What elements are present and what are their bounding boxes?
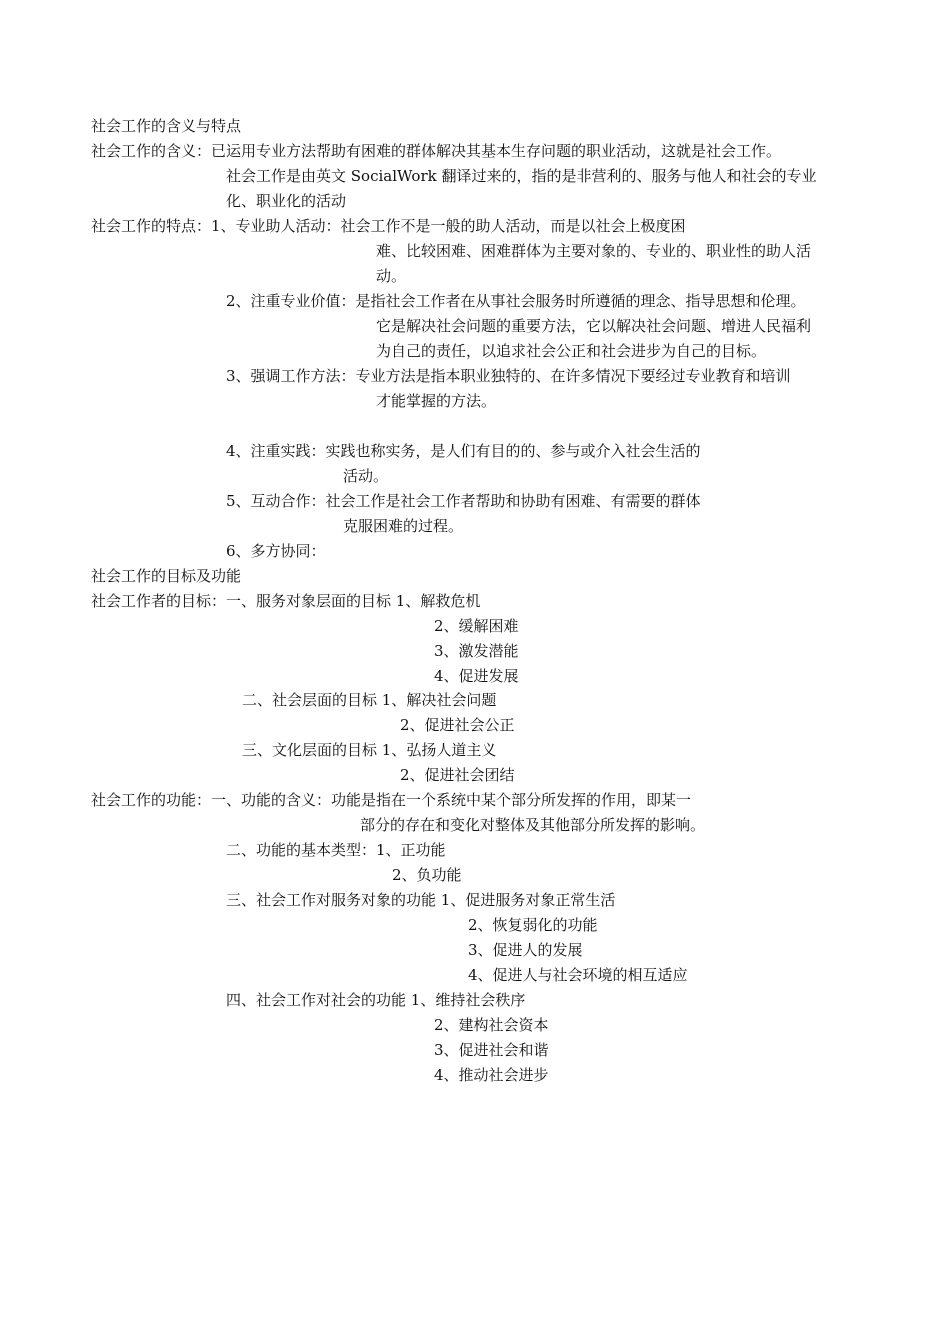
list-item: 2、建构社会资本 xyxy=(434,1016,549,1034)
text-line: 2、注重专业价值：是指社会工作者在从事社会服务时所遵循的理念、指导思想和伦理。 xyxy=(226,292,806,310)
text-line: 6、多方协同： xyxy=(226,542,326,560)
text-line: 化、职业化的活动 xyxy=(226,192,347,210)
section-title-goals: 社会工作的目标及功能 xyxy=(91,567,242,585)
text-line: 二、社会层面的目标 1、解决社会问题 xyxy=(242,691,497,709)
text-line: 部分的存在和变化对整体及其他部分所发挥的影响。 xyxy=(360,816,706,834)
text-line: 社会工作者的目标：一、服务对象层面的目标 1、解救危机 xyxy=(91,592,481,610)
text-line: 5、互动合作：社会工作是社会工作者帮助和协助有困难、有需要的群体 xyxy=(226,492,701,510)
list-item: 3、激发潜能 xyxy=(434,642,519,660)
section-title-meaning: 社会工作的含义与特点 xyxy=(91,117,242,135)
list-item: 2、促进社会团结 xyxy=(400,766,515,784)
text-line: 社会工作的功能：一、功能的含义：功能是指在一个系统中某个部分所发挥的作用，即某一 xyxy=(91,791,692,809)
text-line: 社会工作是由英文 SocialWork 翻译过来的，指的是非营利的、服务与他人和社会的专业 xyxy=(226,167,817,185)
text-line: 4、注重实践：实践也称实务，是人们有目的的、参与或介入社会生活的 xyxy=(226,442,701,460)
list-item: 2、负功能 xyxy=(392,866,462,884)
list-item: 2、促进社会公正 xyxy=(400,716,515,734)
text-line: 二、功能的基本类型：1、正功能 xyxy=(226,841,446,859)
list-item: 2、缓解困难 xyxy=(434,617,519,635)
text-line: 三、文化层面的目标 1、弘扬人道主义 xyxy=(242,741,497,759)
text-line: 才能掌握的方法。 xyxy=(376,392,497,410)
list-item: 4、推动社会进步 xyxy=(434,1066,549,1084)
list-item: 4、促进发展 xyxy=(434,667,519,685)
text-line: 动。 xyxy=(376,267,407,285)
text-line: 四、社会工作对社会的功能 1、维持社会秩序 xyxy=(226,991,526,1009)
list-item: 4、促进人与社会环境的相互适应 xyxy=(468,966,688,984)
text-line: 社会工作的特点：1、专业助人活动：社会工作不是一般的助人活动，而是以社会上极度困 xyxy=(91,217,686,235)
list-item: 2、恢复弱化的功能 xyxy=(468,916,598,934)
list-item: 3、促进人的发展 xyxy=(468,941,583,959)
text-line: 它是解决社会问题的重要方法，它以解决社会问题、增进人民福利 xyxy=(376,317,812,335)
text-line: 社会工作的含义：已运用专业方法帮助有困难的群体解决其基本生存问题的职业活动，这就是社会工作。 xyxy=(91,142,782,160)
text-line: 活动。 xyxy=(343,467,389,485)
list-item: 3、促进社会和谐 xyxy=(434,1041,549,1059)
text-line: 三、社会工作对服务对象的功能 1、促进服务对象正常生活 xyxy=(226,891,616,909)
text-line: 3、强调工作方法：专业方法是指本职业独特的、在许多情况下要经过专业教育和培训 xyxy=(226,367,791,385)
text-line: 克服困难的过程。 xyxy=(343,517,464,535)
text-line: 为自己的责任，以追求社会公正和社会进步为自己的目标。 xyxy=(376,342,767,360)
text-line: 难、比较困难、困难群体为主要对象的、专业的、职业性的助人活 xyxy=(376,242,812,260)
